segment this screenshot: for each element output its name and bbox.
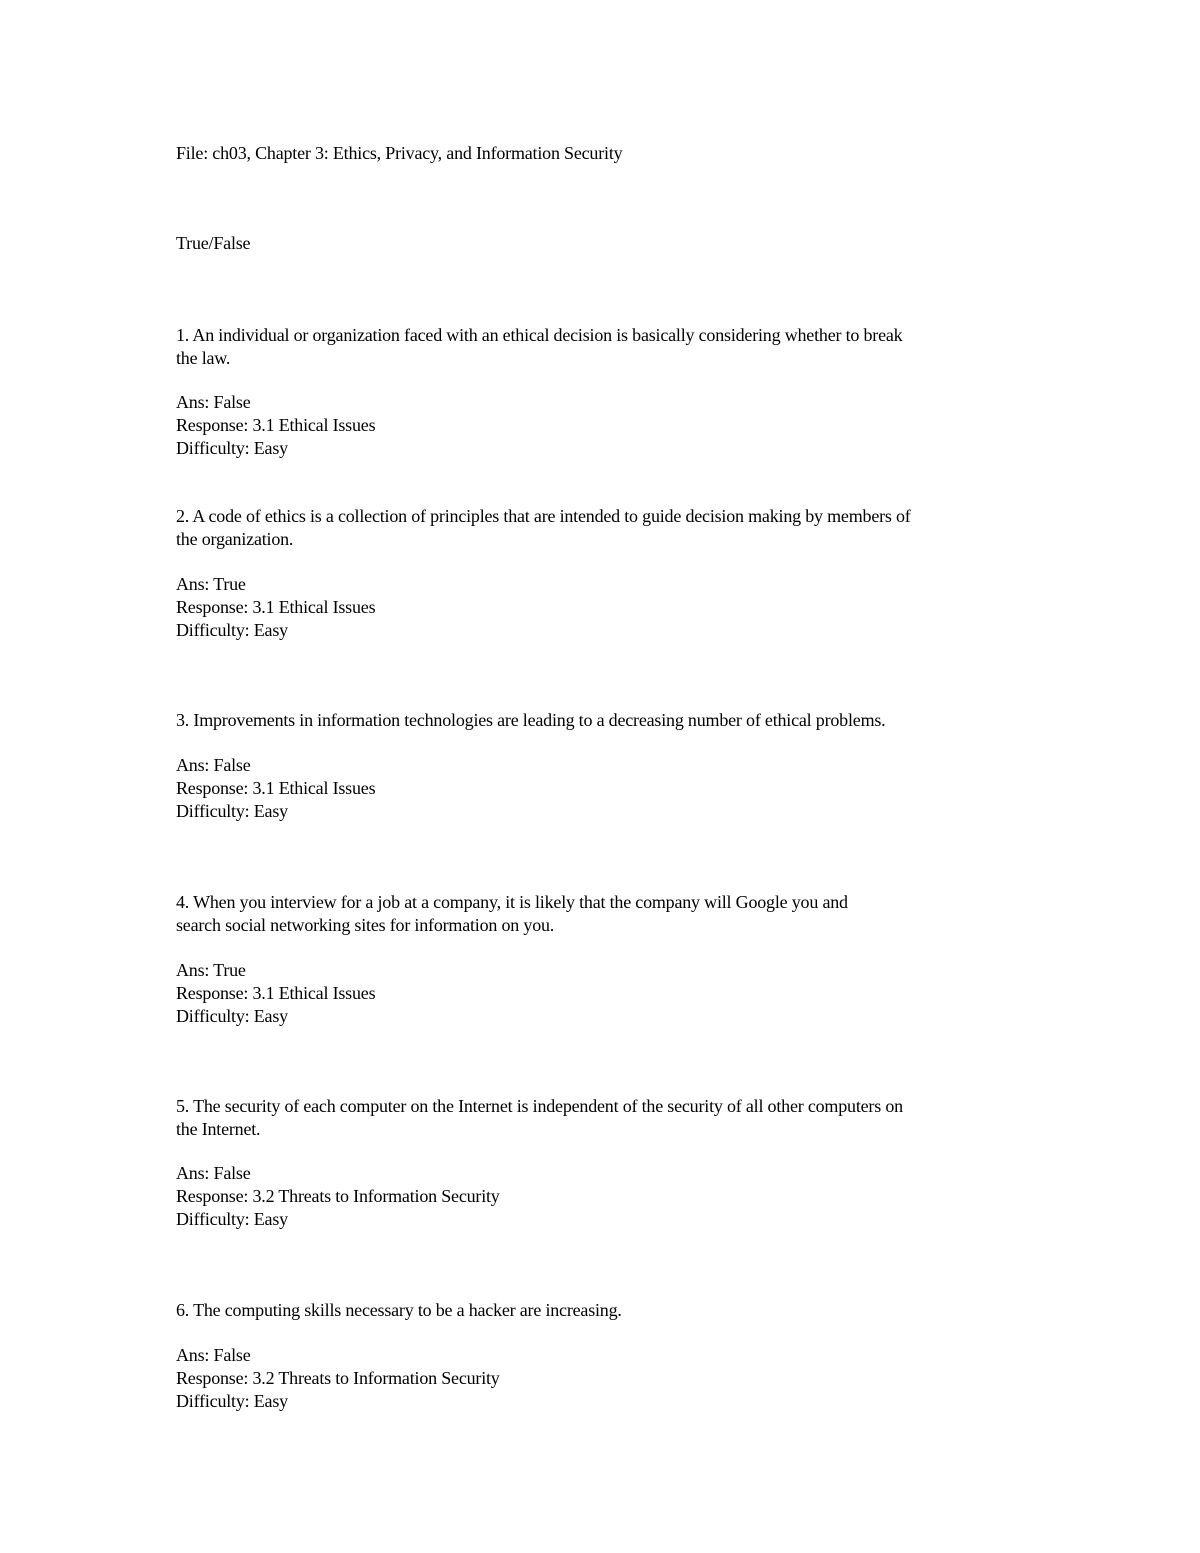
- difficulty-line: Difficulty: Easy: [176, 438, 288, 458]
- response-line: Response: 3.1 Ethical Issues: [176, 778, 376, 798]
- question-text-line: 5. The security of each computer on the Internet is independent of the security of all other computers on: [176, 1096, 903, 1116]
- response-line: Response: 3.1 Ethical Issues: [176, 597, 376, 617]
- question-text-line: the law.: [176, 348, 231, 368]
- answer-line: Ans: True: [176, 574, 246, 594]
- question-text-line: 4. When you interview for a job at a company, it is likely that the company will Google you and: [176, 892, 848, 912]
- response-line: Response: 3.1 Ethical Issues: [176, 983, 376, 1003]
- difficulty-line: Difficulty: Easy: [176, 1209, 288, 1229]
- answer-line: Ans: False: [176, 392, 251, 412]
- file-title: File: ch03, Chapter 3: Ethics, Privacy, and Information Security: [176, 143, 623, 163]
- difficulty-line: Difficulty: Easy: [176, 801, 288, 821]
- answer-line: Ans: False: [176, 1163, 251, 1183]
- question-text-line: the organization.: [176, 529, 294, 549]
- section-heading: True/False: [176, 233, 251, 253]
- question-text-line: 6. The computing skills necessary to be a hacker are increasing.: [176, 1300, 622, 1320]
- question-text-line: 3. Improvements in information technologies are leading to a decreasing number of ethical problems.: [176, 710, 886, 730]
- question-text-line: 2. A code of ethics is a collection of principles that are intended to guide decision making by members of: [176, 506, 911, 526]
- difficulty-line: Difficulty: Easy: [176, 1391, 288, 1411]
- response-line: Response: 3.1 Ethical Issues: [176, 415, 376, 435]
- response-line: Response: 3.2 Threats to Information Security: [176, 1186, 500, 1206]
- answer-line: Ans: False: [176, 755, 251, 775]
- question-text-line: the Internet.: [176, 1119, 261, 1139]
- answer-line: Ans: False: [176, 1345, 251, 1365]
- answer-line: Ans: True: [176, 960, 246, 980]
- question-text-line: 1. An individual or organization faced with an ethical decision is basically considering whether to break: [176, 325, 903, 345]
- question-text-line: search social networking sites for information on you.: [176, 915, 555, 935]
- response-line: Response: 3.2 Threats to Information Security: [176, 1368, 500, 1388]
- difficulty-line: Difficulty: Easy: [176, 1006, 288, 1026]
- difficulty-line: Difficulty: Easy: [176, 620, 288, 640]
